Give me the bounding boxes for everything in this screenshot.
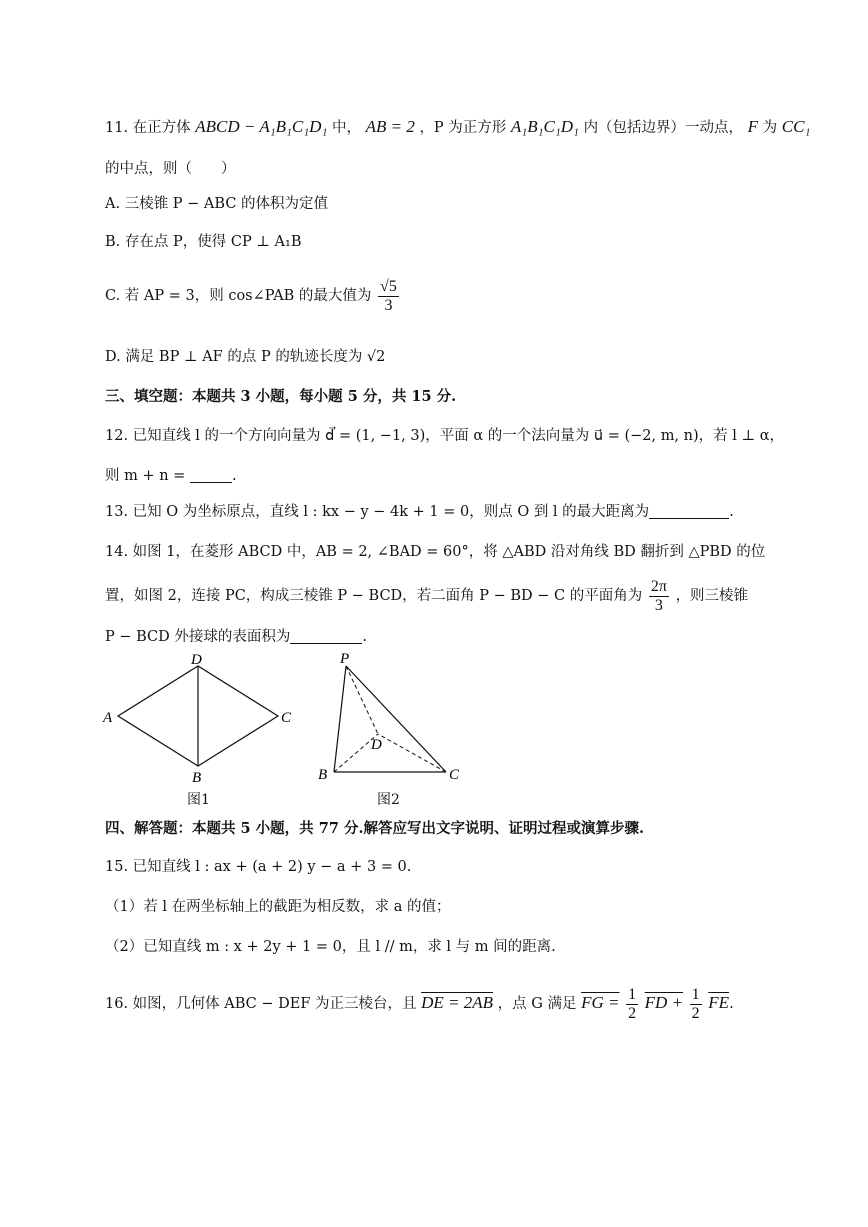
label-c: C	[281, 710, 292, 726]
numerator: 1	[691, 986, 700, 1003]
fraction	[378, 278, 399, 314]
answer-blank	[290, 629, 362, 644]
q11-option-d: D. 满足 BP ⊥ AF 的点 P 的轨迹长度为 √2	[105, 349, 386, 365]
numerator: 2π	[650, 578, 667, 595]
q11-text: 为	[762, 120, 778, 136]
q16-text: 16. 如图，几何体 ABC − DEF 为正三棱台，且	[105, 996, 417, 1013]
q14-line3: P − BCD 外接球的表面积为 .	[105, 629, 367, 645]
q14-text: 置，如图 2，连接 PC，构成三棱锥 P − BCD，若二面角 P − BD − C 的平面角为	[105, 588, 643, 605]
q13-line1: 13. 已知 O 为坐标原点，直线 l : kx − y − 4k + 1 = 0，则点 O 到 l 的最大距离为 .	[105, 504, 734, 520]
denominator: 3	[384, 296, 393, 314]
q11-cc1: CC₁	[781, 117, 811, 136]
q11-line1	[105, 116, 810, 137]
fraction	[626, 986, 638, 1022]
label-b: B	[318, 767, 328, 783]
denominator: 2	[628, 1004, 637, 1022]
section-4-heading: 四、解答题：本题共 5 小题，共 77 分.解答应写出文字说明、证明过程或演算步骤.	[105, 820, 645, 837]
figure-1-rhombus	[100, 652, 300, 787]
q11-cube: ABCD − A₁B₁C₁D₁	[195, 117, 328, 136]
fraction	[649, 578, 669, 614]
denominator: 3	[654, 596, 663, 614]
label-b: B	[192, 770, 202, 786]
q11-f: F	[747, 117, 759, 136]
numerator: √5	[380, 278, 397, 295]
q12-text: 则 m + n =	[105, 468, 190, 484]
q15-line1: 15. 已知直线 l : ax + (a + 2) y − a + 3 = 0.	[105, 859, 412, 875]
label-d: D	[371, 737, 382, 753]
section-3-heading: 三、填空题：本题共 3 小题，每小题 5 分，共 15 分.	[105, 388, 457, 405]
q16-vector-fe: $\overline{FE}$	[708, 993, 730, 1013]
q11-option-a: A. 三棱锥 P − ABC 的体积为定值	[105, 196, 329, 212]
answer-blank	[190, 468, 232, 483]
figure-2-caption: 图2	[377, 792, 400, 808]
q11-text: 内（包括边界）一动点，	[583, 120, 744, 136]
figure-2-tetrahedron	[310, 648, 470, 788]
q11-text: 中，	[331, 120, 361, 136]
denominator: 2	[691, 1004, 700, 1022]
q12-line2: 则 m + n = .	[105, 468, 237, 484]
q12-line1: 12. 已知直线 l 的一个方向向量为 d⃗ = (1, −1, 3)，平面 α 的一个法向量为 u⃗ = (−2, m, n)，若 l ⊥ α，	[105, 428, 785, 444]
q14-text: P − BCD 外接球的表面积为	[105, 629, 291, 645]
q16-vector-fg: FG =	[581, 993, 620, 1013]
answer-blank	[649, 504, 729, 519]
q11-option-b: B. 存在点 P，使得 CP ⊥ A₁B	[105, 234, 302, 250]
q11-option-c	[105, 278, 401, 314]
q13-text: 13. 已知 O 为坐标原点，直线 l : kx − y − 4k + 1 = 0，则点 O 到 l 的最大距离为	[105, 504, 650, 520]
fraction	[690, 986, 702, 1022]
q16-vector-eq: DE = 2AB	[421, 993, 494, 1013]
q16-period: .	[729, 996, 734, 1013]
q11-text: ，P 为正方形	[419, 120, 507, 136]
figure-1-caption: 图1	[187, 792, 210, 808]
q16-vector-fd: FD +	[644, 993, 684, 1013]
option-c-text: C. 若 AP = 3，则 cos∠PAB 的最大值为	[105, 288, 372, 305]
q16-text: ，点 G 满足	[497, 996, 577, 1013]
label-p: P	[340, 651, 350, 667]
q15-part1: （1）若 l 在两坐标轴上的截距为相反数，求 a 的值；	[105, 899, 451, 915]
q14-line2	[105, 578, 748, 614]
label-c: C	[449, 767, 460, 783]
q11-face: A₁B₁C₁D₁	[510, 117, 579, 136]
q11-line2: 的中点，则（ ）	[105, 161, 236, 177]
q11-ab: AB = 2	[365, 117, 415, 136]
q16-line1	[105, 986, 734, 1022]
numerator: 1	[628, 986, 637, 1003]
label-a: A	[103, 710, 113, 726]
q15-part2: （2）已知直线 m : x + 2y + 1 = 0，且 l // m，求 l 与 m 间的距离.	[105, 939, 556, 955]
q11-text: 11. 在正方体	[105, 120, 191, 136]
q14-line1: 14. 如图 1，在菱形 ABCD 中，AB = 2, ∠BAD = 60°，将 △ABD 沿对角线 BD 翻折到 △PBD 的位	[105, 544, 766, 560]
label-d: D	[191, 652, 202, 668]
q14-text: ，则三棱锥	[675, 588, 749, 605]
